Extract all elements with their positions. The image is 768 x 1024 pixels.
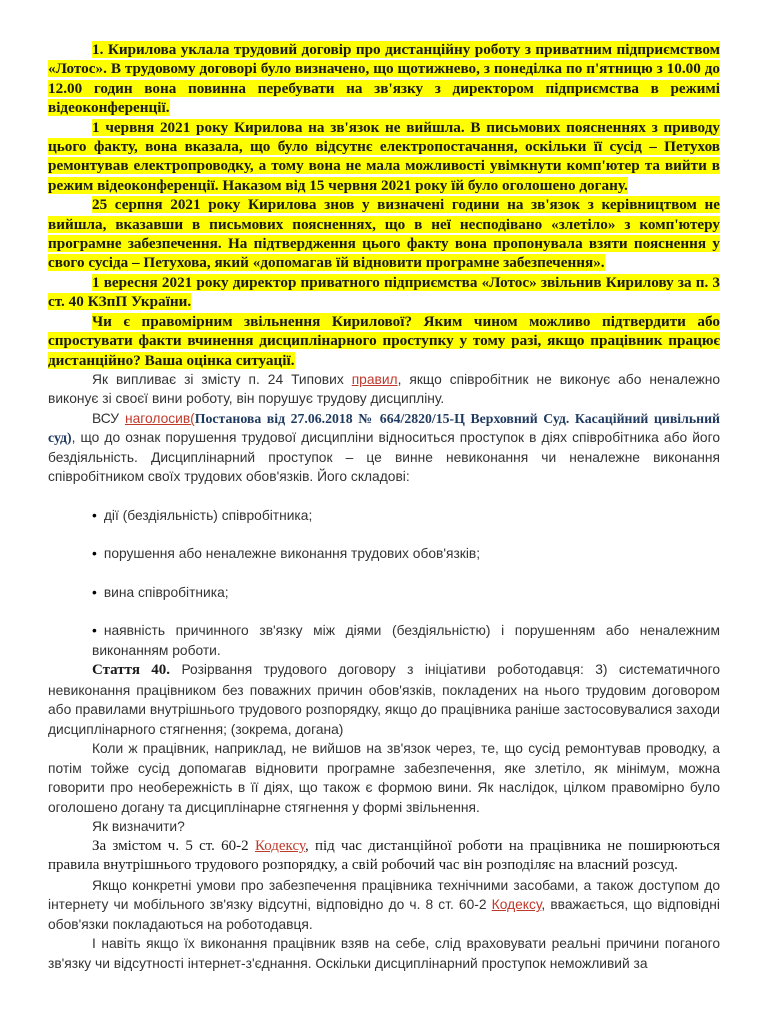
list-item: • наявність причинного зв'язку між діями (бездіяльністю) і порушенням або неналежним виконанням роботи.	[48, 621, 720, 660]
highlighted-text: 1 червня 2021 року Кирилова на зв'язок не вийшла. В письмових поясненнях з приводу цього факту, вона вказала, що було відсутнє електропостачання, оскільки її сусід – Петухов ремонтував електропроводку, а тому вона не мала можливості увімкнути комп'ютер та вийти в режим відеоконференції. Наказом від 15 червня 2021 року їй було оголошено догану.	[48, 118, 720, 194]
code-paragraph-1: За змістом ч. 5 ст. 60-2 Кодексу, під час дистанційної роботи на працівника не поширюються правила внутрішнього трудового розпорядку, а свій робочий час він розподіляє на власний розсуд.	[48, 837, 720, 874]
code-link[interactable]: Кодексу	[254, 837, 305, 854]
highlighted-text: Чи є правомірним звільнення Кирилової? Яким чином можливо підтвердити або спростувати факти вчинення дисциплінарного проступку у тому разі, якщо працівник працює дистанційно? Ваша оцінка ситуації.	[48, 312, 720, 369]
answer-paragraph-rules: Як випливає зі змісту п. 24 Типових правил, якщо співробітник не виконує або неналежно виконує зі своєї вини роботу, він порушує трудову дисципліну.	[48, 371, 721, 407]
final-paragraph: І навіть якщо їх виконання працівник взяв на себе, слід враховувати реальні причини поганого зв'язку чи відсутності інтернет-з'єднання. Оскільки дисциплінарний проступок неможливий за	[48, 936, 720, 971]
highlighted-text: 25 серпня 2021 року Кирилова знов у визначені години на зв'язок з керівництвом не вийшла, вказавши в письмових поясненнях, що в неї несподівано «злетіло» з комп'ютеру програмне забезпечення. На підтвердження цього факту вона пропонувала взяти пояснення у свого сусіда – Петухова, який «допомагав їй відновити програмне забезпечення».	[48, 196, 720, 272]
case-paragraph-3	[48, 195, 720, 273]
court-ruling-reference: Постанова від 27.06.2018 № 664/2820/15-Ц Верховний Суд. Касаційний цивільний суд	[48, 410, 720, 446]
code-link[interactable]: Кодексу	[491, 897, 542, 913]
article-label: Стаття 40.	[92, 662, 171, 679]
list-item: • дії (бездіяльність) співробітника;	[48, 506, 720, 526]
highlighted-text: 1 вересня 2021 року директор приватного підприємства «Лотос» звільнив Кирилову за п. 3 ст. 40 КЗпП України.	[48, 273, 720, 311]
highlighted-text: 1. Кирилова уклала трудовий договір про дистанційну роботу з приватним підприємством «Лотос». В трудовому договорі було визначено, що щотижнево, з понеділка по п'ятницю з 10.00 до 12.00 годин вона повинна перебувати на зв'язку з директором підприємства в режимі відеоконференції.	[48, 41, 720, 117]
list-item: • порушення або неналежне виконання трудових обов'язків;	[48, 544, 720, 564]
answer-paragraph-court: ВСУ наголосив(Постанова від 27.06.2018 № 664/2820/15-Ц Верховний Суд. Касаційний цивільний суд), що до ознак порушення трудової дисципліни відноситься проступок в діях співробітника або його бездіяльність. Дисциплінарний проступок – це винне невиконання чи неналежне виконання співробітником своїх трудових обов'язків. Його складові:	[48, 410, 720, 485]
case-paragraph-4	[48, 273, 720, 312]
list-item: • вина співробітника;	[48, 583, 720, 603]
spacer	[48, 487, 720, 506]
rules-link[interactable]: правил	[351, 371, 398, 387]
question-how: Як визначити?	[92, 819, 185, 835]
analysis-paragraph: Коли ж працівник, наприклад, не вийшов на зв'язок через, те, що сусід ремонтував проводку, а потім тойже сусід допомагав відновити програмне забезпечення, яке злетіло, як мінімум, можна говорити про необережність в її діях, що також є формою вини. Як наслідок, цілком правомірно було оголошено догану та дисциплінарне стягнення у формі звільнення.	[48, 741, 720, 815]
spacer	[48, 602, 720, 621]
case-question	[48, 312, 720, 370]
code-paragraph-2: Якщо конкретні умови про забезпечення працівника технічними засобами, а також доступом до інтернету чи мобільного зв'язку відсутні, відповідно до ч. 8 ст. 60-2 Кодексу, вважається, що відповідні обов'язки покладаються на роботодавця.	[48, 877, 720, 932]
case-paragraph-1	[48, 40, 720, 118]
article-40-paragraph: Стаття 40. Розірвання трудового договору з ініціативи роботодавця: 3) систематичного невиконання працівником без поважних причин обов'язків, покладених на нього трудовим договором або правилами внутрішнього трудового розпорядку, якщо до працівника раніше застосовувалися заходи дисциплінарного стягнення; (зокрема, догана)	[48, 662, 721, 737]
case-paragraph-2	[48, 118, 720, 196]
court-emphasis-link[interactable]: наголосив(	[124, 410, 195, 426]
spacer	[48, 564, 720, 583]
spacer	[48, 525, 720, 544]
